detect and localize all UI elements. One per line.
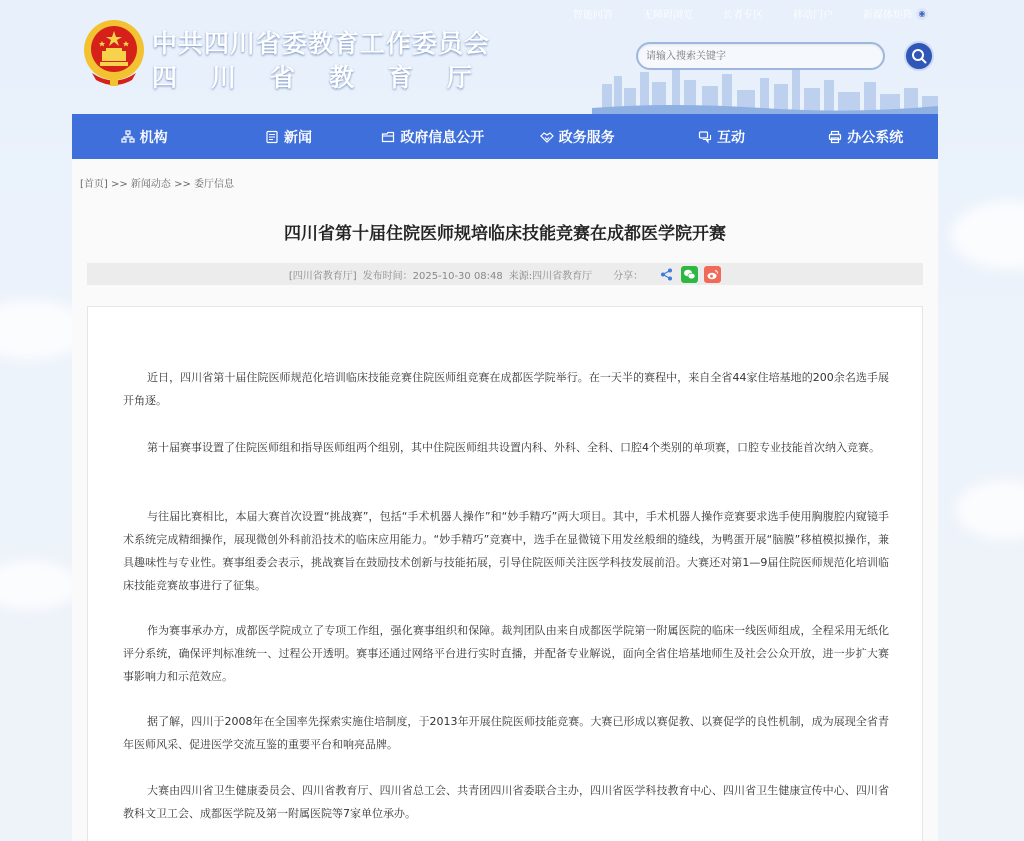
main-nav	[72, 114, 938, 159]
nav-item-services[interactable]	[505, 114, 649, 159]
article-paragraph: 作为赛事承办方，成都医学院成立了专项工作组，强化赛事组织和保障。裁判团队由来自成都医学院第一附属医院的临床一线医师组成，全程采用无纸化评分系统，确保评判标准统一、过程公开透明。赛事还通过网络平台进行实时直播，并配备专业解说，面向全省住培基地师生及社会公众开放，进一步扩大赛事影响力和示范效应。	[123, 624, 889, 683]
top-links	[543, 6, 928, 21]
article-meta-bar	[87, 263, 923, 285]
article-paragraph: 据了解，四川于2008年在全国率先探索实施住培制度，于2013年开展住院医师技能竞赛。大赛已形成以赛促教、以赛促学的良性机制，成为展现全省青年医师风采、促进医学交流互鉴的重要平台和响亮品牌。	[123, 715, 889, 751]
weibo-icon[interactable]	[704, 266, 721, 283]
search-input[interactable]	[638, 45, 883, 69]
toplink-new-media-label: 新媒体矩阵	[863, 10, 913, 21]
toplink-mobile[interactable]: 移动门户	[793, 10, 833, 21]
org-chart-icon	[121, 130, 135, 144]
nav-item-gov-info[interactable]	[361, 114, 505, 159]
article-body	[87, 306, 923, 841]
toplink-smart-qa[interactable]: 智能问答	[573, 10, 613, 21]
breadcrumb[interactable]: [首页] >> 新闻动态 >> 委厅信息	[80, 179, 235, 190]
search-button[interactable]	[904, 41, 934, 71]
nav-item-institution[interactable]	[72, 114, 216, 159]
nav-label: 互动	[716, 129, 745, 146]
nav-label: 办公系统	[847, 129, 904, 146]
handshake-icon	[540, 130, 554, 144]
cloud-decoration	[0, 560, 80, 610]
meta-source-tag: [四川省教育厅]	[288, 270, 357, 282]
printer-icon	[828, 130, 842, 144]
search-icon	[911, 48, 927, 64]
meta-publish-time: 发布时间：2025-10-30 08:48	[362, 270, 503, 282]
nav-label: 政务服务	[558, 129, 615, 146]
toplink-accessibility[interactable]: 无障碍浏览	[643, 10, 693, 21]
article-paragraph: 近日，四川省第十届住院医师规范化培训临床技能竞赛住院医师组竞赛在成都医学院举行。在一天半的赛程中，来自全省44家住培基地的200余名选手展开角逐。	[123, 371, 889, 407]
cloud-decoration	[955, 480, 1024, 540]
article-paragraph: 与往届比赛相比，本届大赛首次设置“挑战赛”，包括“手术机器人操作”和“妙手精巧”两大项目。其中，手术机器人操作竞赛要求选手使用胸腹腔内窥镜手术系统完成精细操作，展现微创外科前沿技术的临床应用能力。“妙手精巧”竞赛中，选手在显微镜下用发丝般细的缝线，为鸭蛋开展“脑膜”移植模拟操作，兼具趣味性与专业性。赛事组委会表示，挑战赛旨在鼓励技术创新与技能拓展，引导住院医师关注医学科技发展前沿。大赛还对第1—9届住院医师规范化培训临床技能竞赛故事进行了征集。	[123, 510, 889, 592]
article-title: 四川省第十届住院医师规培临床技能竞赛在成都医学院开赛	[284, 224, 726, 244]
site-title-secondary: 四川省教育厅	[152, 63, 507, 92]
folder-icon	[381, 130, 395, 144]
wechat-icon[interactable]	[681, 266, 698, 283]
nav-item-news[interactable]	[216, 114, 360, 159]
share-icon[interactable]	[658, 266, 675, 283]
site-header	[72, 0, 938, 114]
nav-label: 机构	[139, 129, 168, 146]
content-panel	[72, 159, 938, 841]
nav-item-office-system[interactable]	[794, 114, 938, 159]
toplink-elderly[interactable]: 长者专区	[723, 10, 763, 21]
article-paragraph: 大赛由四川省卫生健康委员会、四川省教育厅、四川省总工会、共青团四川省委联合主办，四川省医学科技教育中心、四川省卫生健康宣传中心、四川省教科文卫工会、成都医学院及第一附属医院等7家单位承办。	[123, 784, 889, 820]
new-media-icon: ◉	[916, 8, 928, 20]
nav-label: 新闻	[283, 129, 312, 146]
share-label: 分享：	[613, 270, 644, 282]
meta-source: 来源:四川省教育厅	[508, 270, 593, 282]
article-paragraph: 第十届赛事设置了住院医师组和指导医师组两个组别，其中住院医师组共设置内科、外科、全科、口腔4个类别的单项赛，口腔专业技能首次纳入竞赛。	[147, 441, 880, 454]
national-emblem-icon	[82, 18, 146, 88]
chat-icon	[698, 130, 712, 144]
toplink-new-media[interactable]	[863, 6, 928, 21]
cloud-decoration	[950, 200, 1024, 270]
nav-item-interaction[interactable]	[649, 114, 793, 159]
nav-label: 政府信息公开	[400, 129, 485, 146]
news-icon	[265, 130, 279, 144]
search-box	[636, 42, 885, 70]
site-title-primary: 中共四川省委教育工作委员会	[152, 29, 491, 58]
